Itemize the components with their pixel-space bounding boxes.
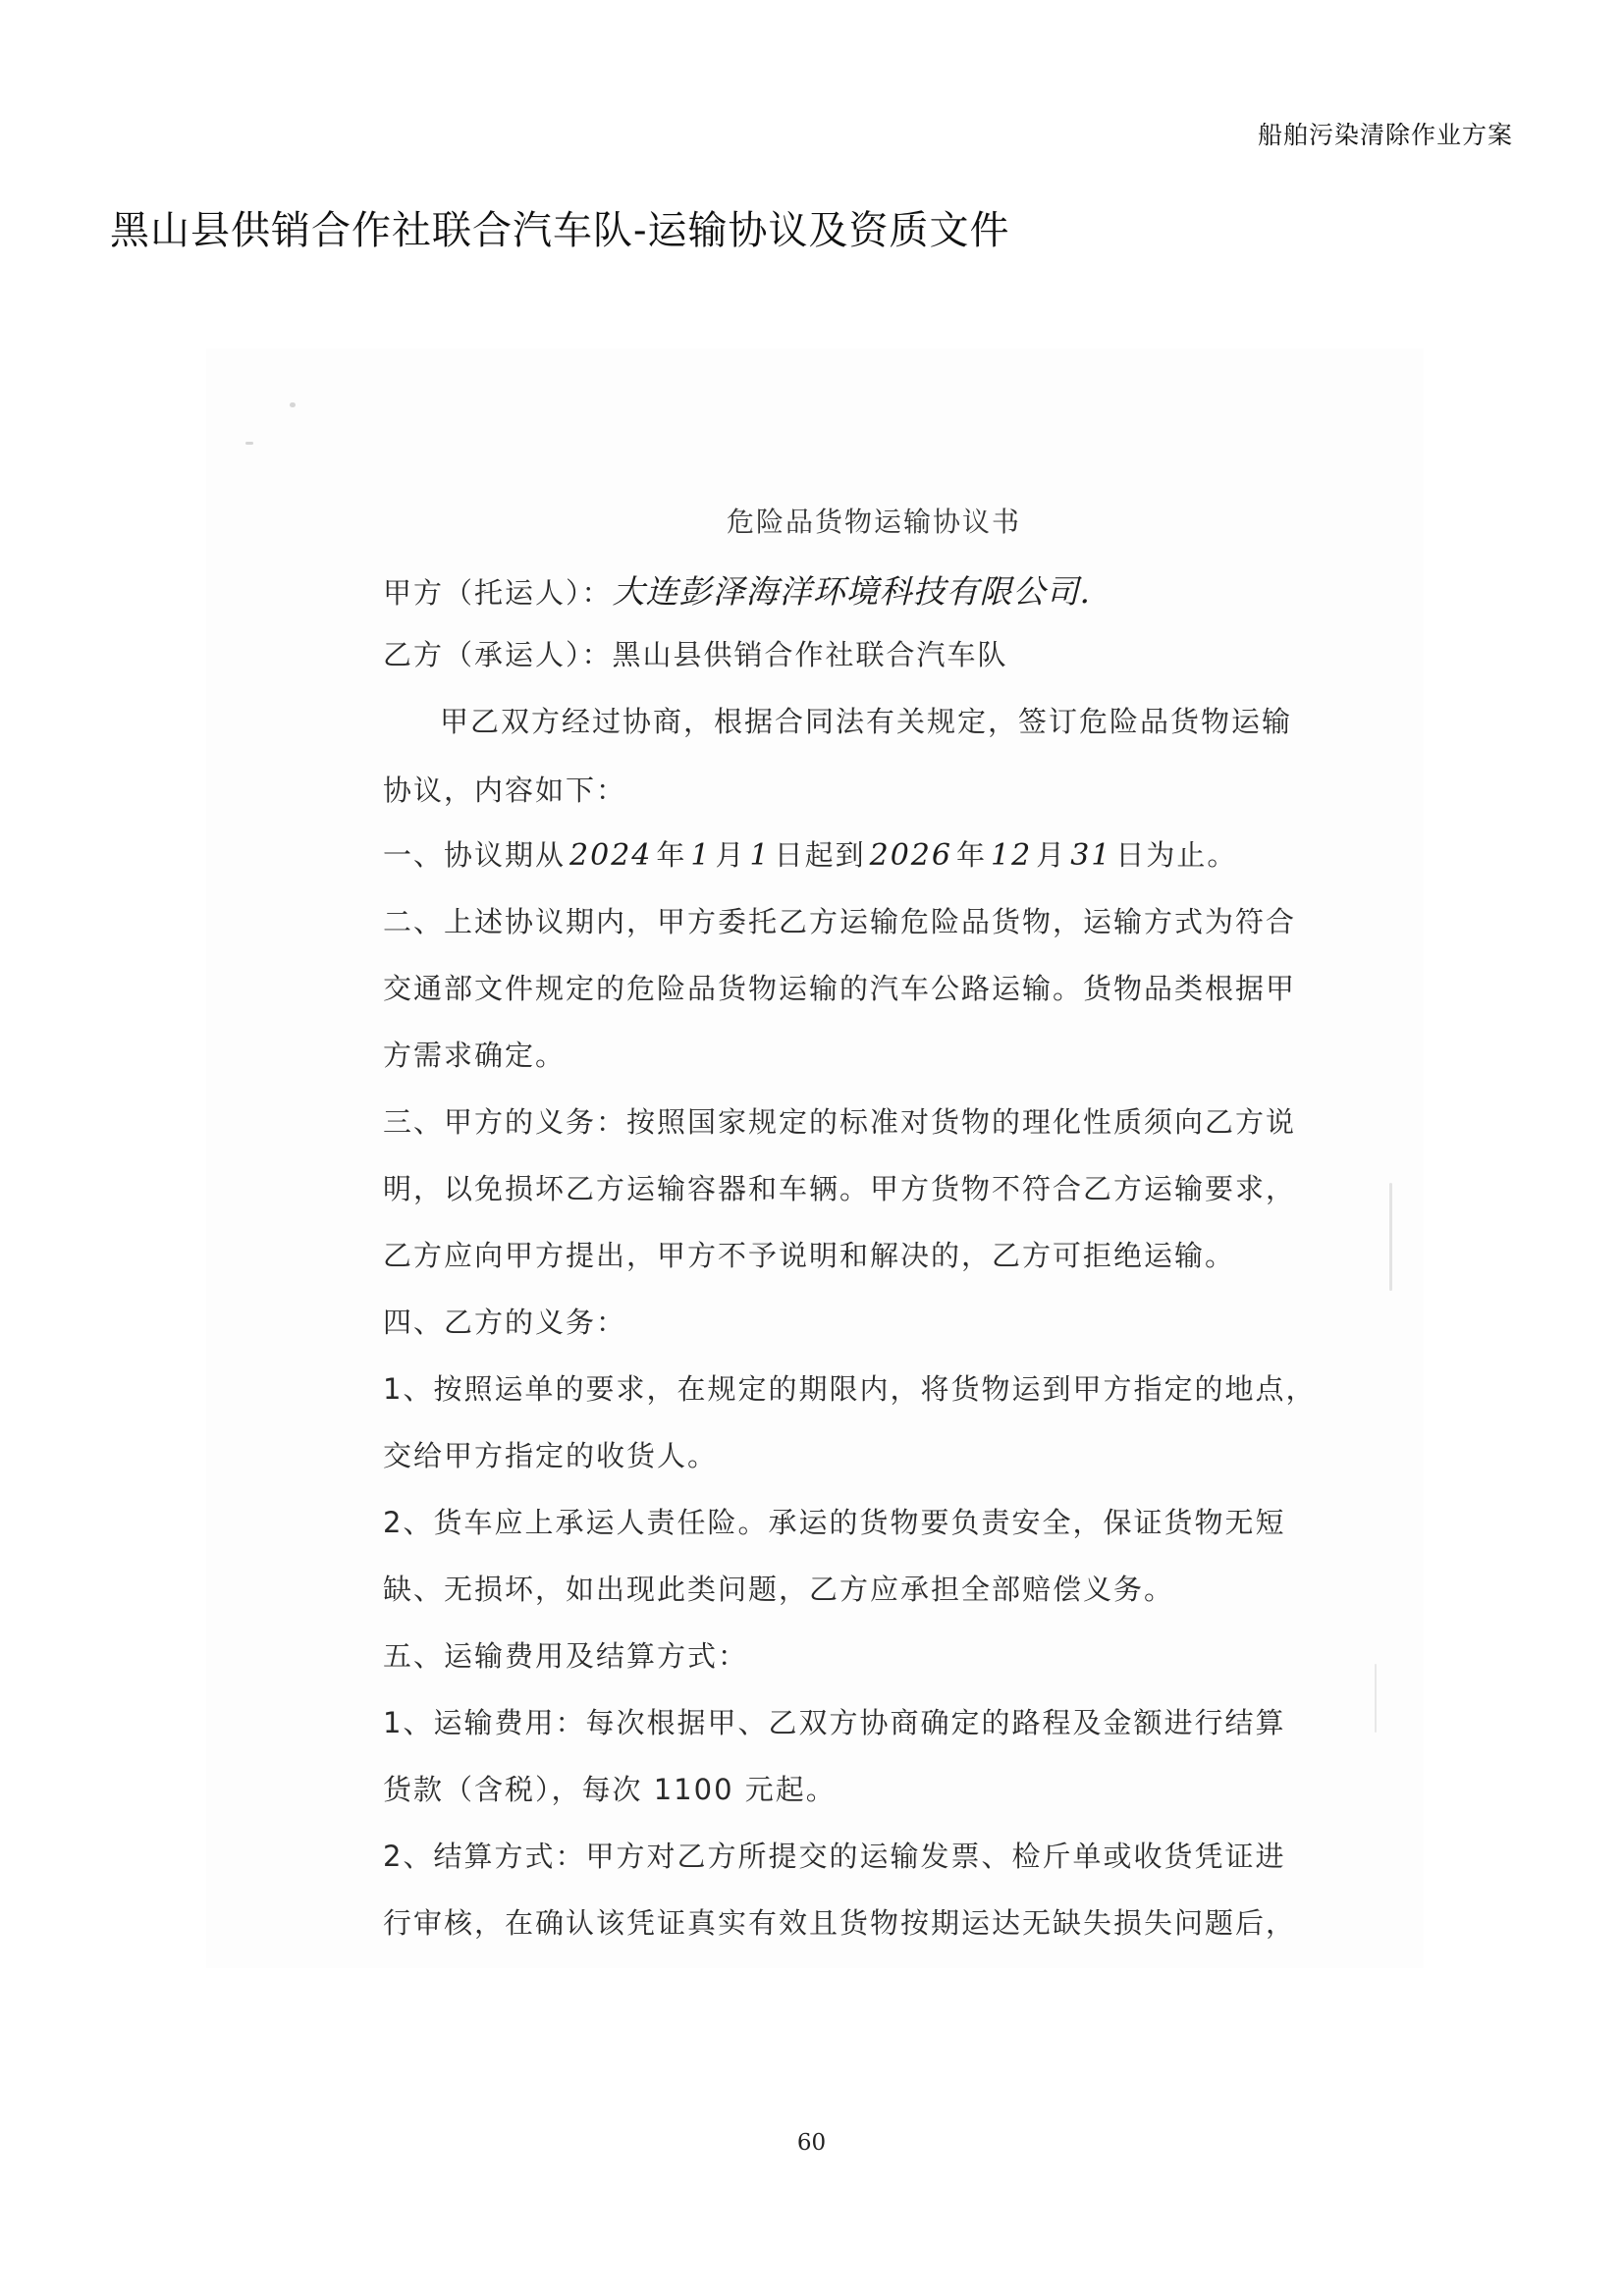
clause-1-text: 年 — [955, 838, 987, 872]
clause-1-start-month: 1 — [690, 838, 712, 873]
section-heading: 黑山县供销合作社联合汽车队-运输协议及资质文件 — [110, 208, 1010, 253]
clause-1-suffix: 日为止。 — [1115, 838, 1238, 872]
party-b-line: 乙方（承运人）：黑山县供销合作社联合汽车队 — [383, 638, 1008, 671]
clause-5-heading: 五、运输费用及结算方式： — [383, 1639, 749, 1673]
clause-3-line-3: 乙方应向甲方提出，甲方不予说明和解决的，乙方可拒绝运输。 — [383, 1239, 1236, 1272]
clause-5-item-1-line-2: 货款（含税），每次 1100 元起。 — [383, 1773, 837, 1806]
clause-1-line — [383, 833, 1424, 874]
clause-5-item-2-line-2: 行审核，在确认该凭证真实有效且货物按期运达无缺失损失问题后， — [383, 1906, 1297, 1940]
clause-1-start-year: 2024 — [569, 838, 653, 873]
scanned-agreement-page — [206, 348, 1424, 1968]
clause-1-text: 年 — [656, 838, 687, 872]
scan-speck — [290, 402, 296, 407]
clause-1-end-day: 31 — [1070, 838, 1112, 873]
clause-1-text: 日起到 — [774, 838, 866, 872]
clause-3-line-2: 明，以免损坏乙方运输容器和车辆。甲方货物不符合乙方运输要求， — [383, 1172, 1297, 1205]
clause-2-line-3: 方需求确定。 — [383, 1039, 567, 1072]
clause-4-heading: 四、乙方的义务： — [383, 1306, 627, 1339]
clause-4-item-1-line-2: 交给甲方指定的收货人。 — [383, 1439, 719, 1472]
clause-1-start-day: 1 — [749, 838, 771, 873]
agreement-title: 危险品货物运输协议书 — [726, 506, 1021, 538]
clause-3-line-1: 三、甲方的义务：按照国家规定的标准对货物的理化性质须向乙方说 — [383, 1105, 1297, 1139]
clause-1-end-year: 2026 — [869, 838, 952, 873]
clause-1-prefix: 一、协议期从 — [383, 838, 567, 872]
clause-5-item-1-line-1: 1、运输费用：每次根据甲、乙双方协商确定的路程及金额进行结算 — [383, 1706, 1286, 1739]
clause-2-line-2: 交通部文件规定的危险品货物运输的汽车公路运输。货物品类根据甲 — [383, 972, 1297, 1005]
clause-1-end-month: 12 — [990, 838, 1033, 873]
clause-1-text: 月 — [715, 838, 746, 872]
header-document-title: 船舶污染清除作业方案 — [1257, 121, 1513, 149]
intro-line-1: 甲乙双方经过协商，根据合同法有关规定，签订危险品货物运输 — [440, 705, 1293, 738]
clause-4-item-2-line-1: 2、货车应上承运人责任险。承运的货物要负责安全，保证货物无短 — [383, 1506, 1286, 1539]
clause-1-text: 月 — [1036, 838, 1067, 872]
page-number: 60 — [796, 2130, 827, 2156]
clause-4-item-1-line-1: 1、按照运单的要求，在规定的期限内，将货物运到甲方指定的地点， — [383, 1372, 1317, 1406]
party-a-handwritten-name: 大连彭泽海洋环境科技有限公司. — [612, 572, 1092, 611]
intro-line-2: 协议，内容如下： — [383, 774, 627, 807]
party-a-line — [383, 566, 1424, 613]
scan-speck — [245, 442, 253, 445]
clause-2-line-1: 二、上述协议期内，甲方委托乙方运输危险品货物，运输方式为符合 — [383, 905, 1297, 938]
clause-4-item-2-line-2: 缺、无损坏，如出现此类问题，乙方应承担全部赔偿义务。 — [383, 1573, 1175, 1606]
party-a-label: 甲方（托运人）： — [383, 576, 613, 610]
clause-5-item-2-line-1: 2、结算方式：甲方对乙方所提交的运输发票、检斤单或收货凭证进 — [383, 1840, 1286, 1873]
